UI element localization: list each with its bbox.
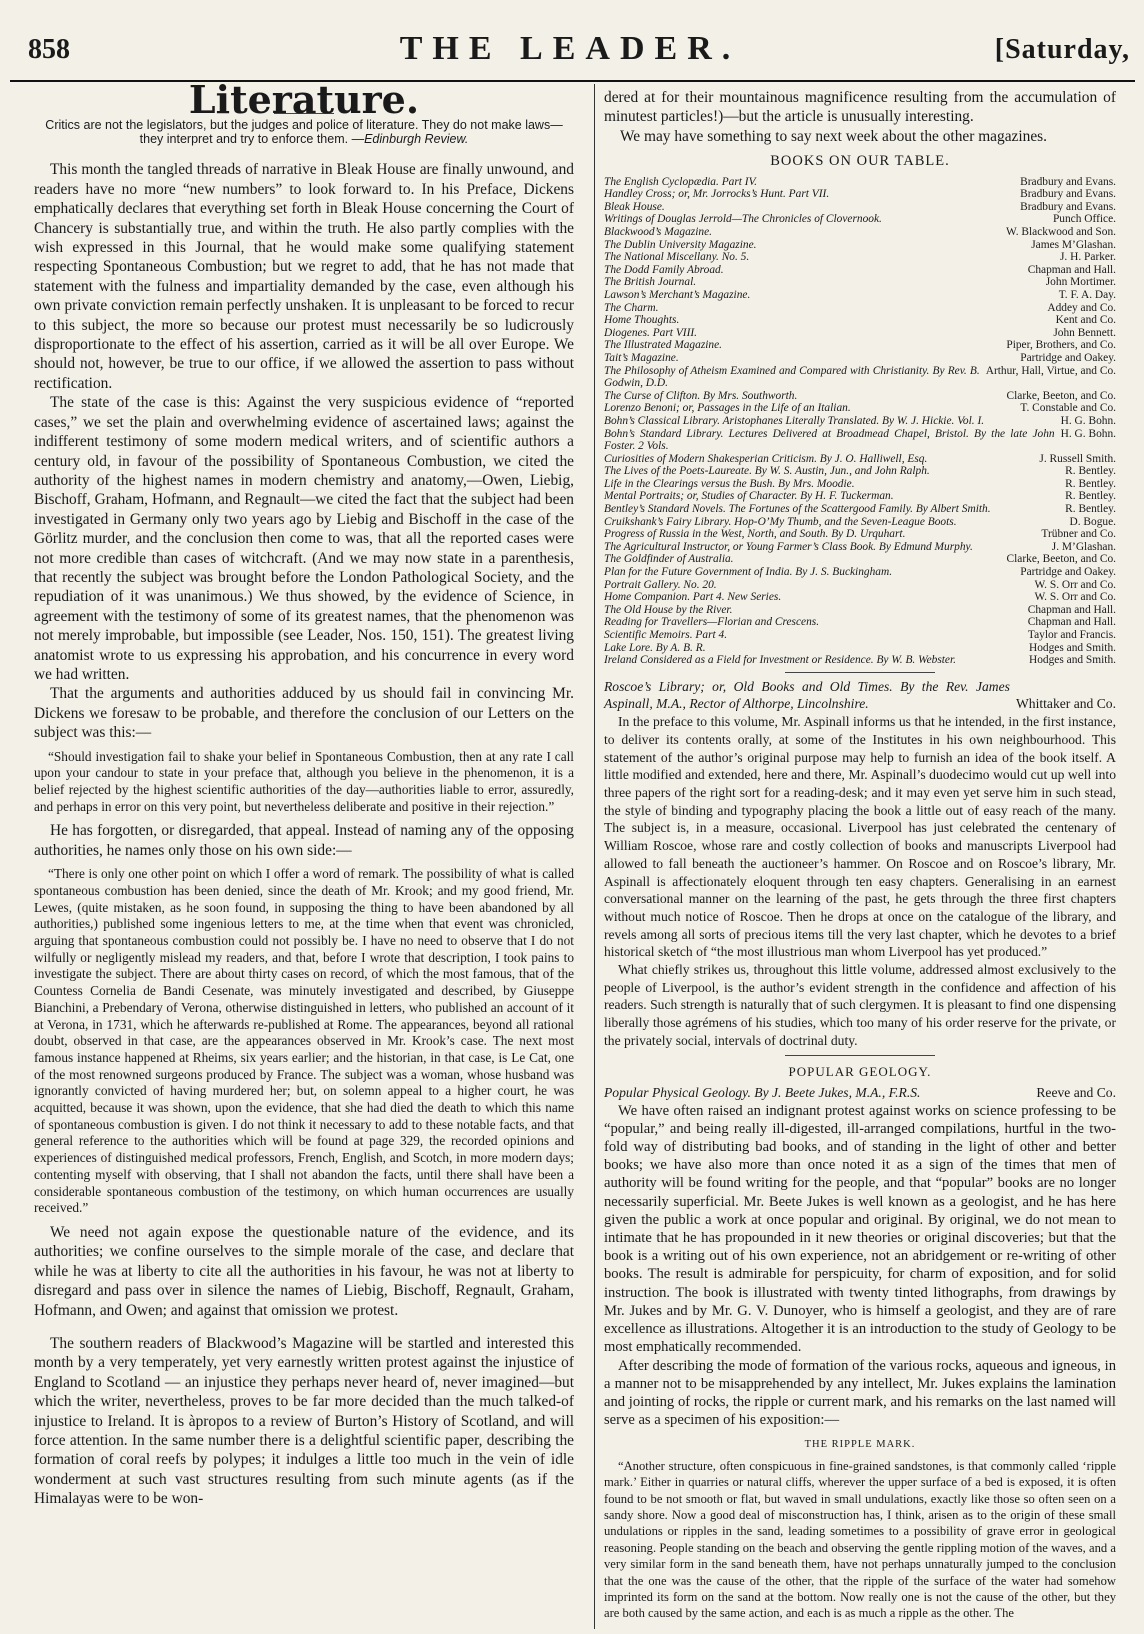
- review-paragraph: What chiefly strikes us, throughout this little volume, addressed almost exclusively to the people of Liverpool, is the author’s evident strength in the confidence and affection of his readers. Such strength is naturally that of such clergymen. It is pleasant to find one dispensing liberally those agrémens of his studies, which too many of his order reserve for the private, or the privately social, intervals of doctrinal duty.: [604, 962, 1116, 1048]
- book-publisher: W. S. Orr and Co.: [1034, 591, 1116, 604]
- book-publisher: Bradbury and Evans.: [1020, 175, 1116, 188]
- book-title: Diogenes. Part VIII.: [604, 326, 697, 339]
- book-entry: [604, 490, 1116, 503]
- book-entry: [604, 390, 1116, 403]
- book-title: The Philosophy of Atheism Examined and Compared with Christianity. By Rev. B. Godwin, D.D.: [604, 364, 980, 390]
- book-publisher: John Mortimer.: [1045, 276, 1116, 289]
- book-title: Tait’s Magazine.: [604, 351, 679, 364]
- book-title: The Agricultural Instructor, or Young Farmer’s Class Book. By Edmund Murphy.: [604, 540, 973, 553]
- book-publisher: H. G. Bohn.: [1060, 427, 1116, 440]
- quote-preface: [34, 866, 574, 1217]
- column-divider: [594, 84, 595, 1629]
- left-column: [34, 77, 574, 1509]
- book-publisher: Clarke, Beeton, and Co.: [1006, 553, 1116, 566]
- book-publisher: Bradbury and Evans.: [1020, 200, 1116, 213]
- quote-text: “There is only one other point on which I offer a word of remark. The possibility of what is called spontaneous combustion has been denied, since the death of Mr. Krook; and my good friend, Mr. Lewes, (quite mistaken, as he soon found, in supposing the thing to have been abandoned by all authorities,) published some ingenious letters to me, at the time when that event was chronicled, arguing that spontaneous combustion could not possibly be. I have no need to observe that I do not wilfully or negligently mislead my readers, and that, before I wrote that description, I took pains to investigate the subject. There are about thirty cases on record, of which the most famous, that of the Countess Cornelia de Bandi Cesenate, was minutely investigated and described, by Giuseppe Bianchini, a Prebendary of Verona, otherwise distinguished in letters, who published an account of it at Verona, in 1731, which he afterwards re-published at Rome. The appearances, beyond all rational doubt, observed in that case, are the appearances observed in Mr. Krook’s case. The next most famous instance happened at Rheims, six years earlier; and the historian, in that case, is Le Cat, one of the most renowned surgeons produced by France. The subject was a woman, whose husband was ignorantly convicted of having murdered her; but, on solemn appeal to a higher court, he was acquitted, because it was shown, upon the evidence, that she had died the death to which this name of spontaneous combustion is given. I do not think it necessary to add to these notable facts, and that general reference to the authorities which will be found at page 329, the recorded opinions and experiences of distinguished medical professors, French, English, and Scotch, in more modern days; contenting myself with observing, that I shall not abandon the facts, until there shall have been a considerable spontaneous combustion of the testimony, on which human occurrences are usually received.”: [34, 866, 574, 1216]
- book-title: The Illustrated Magazine.: [604, 339, 723, 352]
- book-publisher: J. M’Glashan.: [1051, 540, 1116, 553]
- geology-heading: POPULAR GEOLOGY.: [788, 1063, 932, 1079]
- book-title: Cruikshank’s Fairy Library. Hop-O’My Thumb, and the Seven-League Boots.: [604, 515, 957, 528]
- magazines-note: We may have something to say next week about the other magazines.: [620, 127, 1047, 145]
- article-paragraph: The southern readers of Blackwood’s Magazine will be startled and interested this month by a very temperately, yet very earnestly written protest against the injustice of England to Scotland — an injustice they perhaps never heard of, never imagined—but which the writer, nevertheless, proves to be far more decided than the much talked-of injustice to Ireland. It is àpropos to a review of Burton’s History of Scotland, and will force attention. In the same number there is a delightful scientific paper, describing the formation of coral reefs by polypes; it indulges a little too much in the vein of idle wonderment at such vast structures resulting from such minute agents (as if the Himalayas were to be won-: [34, 1335, 574, 1508]
- book-title: Plan for the Future Government of India. By J. S. Buckingham.: [604, 566, 893, 579]
- book-publisher: Hodges and Smith.: [1028, 654, 1116, 667]
- article-paragraph: He has forgotten, or disregarded, that appeal. Instead of naming any of the opposing authorities, he names only those on his own side:—: [34, 822, 574, 859]
- book-publisher: Clarke, Beeton, and Co.: [1006, 389, 1116, 402]
- book-entry: [604, 339, 1116, 352]
- book-title: The Lives of the Poets-Laureate. By W. S. Austin, Jun., and John Ralph.: [604, 465, 930, 478]
- review-paragraph: In the preface to this volume, Mr. Aspinall informs us that he intended, in the first instance, to deliver its contents orally, at some of the Institutes in his own neighbourhood. This statement of the author’s original purpose may help to furnish an idea of the book itself. A little modified and extended, here and there, Mr. Aspinall’s duodecimo would cut up well into three papers of the right sort for a reading-desk; and it may even yet serve him in such stead, the style of binding and typography placing the book a little out of easy reach of the many. The subject is, in a measure, occasional. Liverpool has just celebrated the centenary of William Roscoe, whose rare and costly collection of books and manuscripts Liverpool had allowed to fall beneath the auctioneer’s hammer. On Roscoe and on Roscoe’s library, Mr. Aspinall is affectionately eloquent through ten easy chapters. Generalising in an earnest conversational manner on the learning of the past, he gets through the three first chapters without much notice of Roscoe. Then he drops at once on the catalogue of the library, and revels among all sorts of precious items till the very last chapter, which he devotes to a brief historical sketch of “the most illustrious man whom Liverpool has yet produced.”: [604, 714, 1116, 960]
- book-publisher: Partridge and Oakey.: [1020, 351, 1116, 364]
- book-entry: [604, 566, 1116, 579]
- review-title: Roscoe’s Library; or, Old Books and Old Times. By the Rev. James Aspinall, M.A., Rector of Althorpe, Lincolnshire.: [604, 678, 1010, 712]
- quote-text: “Should investigation fail to shake your belief in Spontaneous Combustion, then at any rate I call upon your candour to state in your preface that, although you believe in the phenomenon, it is a belief rejected by the highest scientific authorities of the day—authorities liable to error, assuredly, and perhaps in error on this very point, but nevertheless deliberate and positive in their rejection.”: [34, 748, 574, 814]
- book-publisher: Bradbury and Evans.: [1020, 188, 1116, 201]
- book-title: Bohn’s Classical Library. Aristophanes Literally Translated. By W. J. Hickie. Vol. I.: [604, 414, 985, 427]
- book-title: Curiosities of Modern Shakesperian Criticism. By J. O. Halliwell, Esq.: [604, 452, 928, 465]
- book-entry: [604, 415, 1116, 428]
- right-column: [604, 88, 1116, 1622]
- book-title: Lake Lore. By A. B. R.: [604, 641, 706, 654]
- book-publisher: Taylor and Francis.: [1027, 629, 1116, 641]
- book-title: The English Cyclopædia. Part IV.: [604, 175, 757, 188]
- book-entry: [604, 553, 1116, 566]
- book-publisher: Partridge and Oakey.: [1020, 566, 1116, 579]
- book-publisher: Arthur, Hall, Virtue, and Co.: [985, 364, 1116, 377]
- book-entry: [604, 314, 1116, 327]
- geology-book-heading: [604, 1084, 1116, 1102]
- book-entry: [604, 629, 1116, 642]
- book-publisher: D. Bogue.: [1069, 515, 1116, 528]
- book-title: The British Journal.: [604, 276, 697, 289]
- book-publisher: T. Constable and Co.: [1020, 402, 1116, 415]
- book-publisher: J. H. Parker.: [1060, 251, 1116, 264]
- book-entry: [604, 188, 1116, 201]
- article-paragraph: This month the tangled threads of narrative in Bleak House are finally unwound, and readers have no more “new numbers” to look forward to. In his Preface, Dickens emphatically declares that everything set forth in Bleak House concerning the Court of Chancery is substantially true, and within the truth. He also partly complies with the wish expressed in this Journal, that he would make some qualifying statement respecting Spontaneous Combustion; but we regret to add, that he has not made that statement with the fulness and impartiality demanded by the case, even although his own private conviction remain perfectly unshaken. It is unpleasant to be forced to recur to this subject, the more so because our protest must necessarily be so ludicrously disproportionate to the effect of his assertion, carried as it will be all over Europe. We should not, however, be true to our office, if we allowed the assertion to pass without rectification.: [34, 161, 574, 392]
- book-entry: [604, 478, 1116, 491]
- book-publisher: R. Bentley.: [1065, 503, 1116, 516]
- book-title: Life in the Clearings versus the Bush. By Mrs. Moodie.: [604, 477, 855, 490]
- book-publisher: Trübner and Co.: [1041, 528, 1116, 541]
- ripple-heading: THE RIPPLE MARK.: [804, 1439, 916, 1451]
- book-title: The Charm.: [604, 301, 659, 314]
- book-title: The Old House by the River.: [604, 603, 733, 616]
- book-publisher: Piper, Brothers, and Co.: [1006, 339, 1116, 352]
- continued-text: dered at for their mountainous magnificence resulting from the accumulation of minutest particles!)—but the article is unusually interesting.: [604, 89, 1116, 126]
- ripple-quote: [604, 1458, 1116, 1622]
- book-entry: [604, 604, 1116, 617]
- book-title: Bleak House.: [604, 200, 665, 213]
- issue-day: [Saturday,: [994, 34, 1130, 65]
- book-title: Bentley’s Standard Novels. The Fortunes of the Scattergood Family. By Albert Smith.: [604, 503, 991, 516]
- section-rule: [785, 672, 935, 673]
- book-entry: [604, 352, 1116, 365]
- book-title: The Curse of Clifton. By Mrs. Southworth.: [604, 389, 798, 402]
- book-title: Home Companion. Part 4. New Series.: [604, 591, 782, 604]
- article-paragraph: That the arguments and authorities adduced by us should fail in convincing Mr. Dickens we foresaw to be probable, and therefore the conclusion of our Letters on the subject was this:—: [34, 685, 574, 742]
- book-title: Scientific Memoirs. Part 4.: [604, 629, 728, 641]
- book-title: Ireland Considered as a Field for Investment or Residence. By W. B. Webster.: [604, 654, 956, 667]
- book-entry: [604, 654, 1116, 667]
- book-entry: [604, 579, 1116, 592]
- review-heading: [604, 678, 1116, 713]
- book-publisher: H. G. Bohn.: [1060, 414, 1116, 427]
- book-title: Progress of Russia in the West, North, and South. By D. Urquhart.: [604, 528, 906, 541]
- book-entry: [604, 428, 1116, 453]
- book-publisher: R. Bentley.: [1065, 465, 1116, 478]
- book-title: Portrait Gallery. No. 20.: [604, 578, 717, 591]
- book-publisher: W. Blackwood and Son.: [1006, 226, 1116, 238]
- book-publisher: T. F. A. Day.: [1058, 288, 1116, 301]
- book-entry: [604, 213, 1116, 226]
- book-entry: [604, 327, 1116, 340]
- book-entry: [604, 302, 1116, 315]
- review-paragraph: We have often raised an indignant protest against works on science professing to be “popular,” and being really ill-digested, ill-arranged compilations, hurtful in the two-fold way of distributing bad books, and of standing in the light of other and better books; we have also more than once noted it as a sign of the times that men of authority will be found writing for the people, and that “popular” books are no longer necessarily superficial. Mr. Beete Jukes is well known as a geologist, and he has here given the public a work at once popular and original. By original, we do not mean to intimate that he has propounded in it new theories or original discoveries; but that the book is a writing out of his own experience, not an abridgement or re-writing of other books. The result is admirable for perspicuity, for charm of exposition, and for solid instruction. The book is illustrated with twenty tinted lithographs, from drawings by Mr. Jukes and by Mr. G. V. Dunoyer, who is himself a geologist, and they are of rare excellence as illustrations. Altogether it is an introduction to the study of Geology to be most emphatically recommended.: [604, 1102, 1116, 1356]
- geology-book-publisher: Reeve and Co.: [1036, 1084, 1116, 1100]
- book-title: Lorenzo Benoni; or, Passages in the Life of an Italian.: [604, 402, 851, 415]
- review-paragraph: After describing the mode of formation of the various rocks, aqueous and igneous, in a manner not to be misapprehended by any intellect, Mr. Jukes explains the lamination and jointing of rocks, the ripple or current mark, and his remarks on the last named will serve as a specimen of his exposition:—: [604, 1357, 1116, 1429]
- book-title: The Dodd Family Abroad.: [604, 263, 724, 276]
- book-entry: [604, 176, 1116, 189]
- motto-text: Critics are not the legislators, but the judges and police of literature. They do not make laws—they interpret and try to enforce them.: [45, 118, 563, 147]
- masthead: THE LEADER.: [399, 30, 741, 67]
- book-title: Reading for Travellers—Florian and Crescens.: [604, 616, 820, 629]
- review-publisher: Whittaker and Co.: [1015, 696, 1116, 712]
- books-heading: BOOKS ON OUR TABLE.: [770, 153, 950, 170]
- book-title: Lawson’s Merchant’s Magazine.: [604, 288, 751, 301]
- book-publisher: Chapman and Hall.: [1027, 263, 1116, 276]
- book-publisher: Chapman and Hall.: [1027, 616, 1116, 629]
- review-geology: [604, 1102, 1116, 1430]
- page-header: [10, 30, 1130, 80]
- book-publisher: J. Russell Smith.: [1039, 452, 1116, 465]
- book-title: The Goldfinder of Australia.: [604, 553, 734, 566]
- book-publisher: Chapman and Hall.: [1027, 603, 1116, 616]
- book-publisher: Kent and Co.: [1055, 314, 1116, 327]
- book-title: Mental Portraits; or, Studies of Character. By H. F. Tuckerman.: [604, 490, 894, 503]
- quote-text: “Another structure, often conspicuous in fine-grained sandstones, is that commonly called ‘ripple mark.’ Either in quarries or natural cliffs, wherever the upper surface of a bed is exposed, it is often found to be not smooth or flat, but waved in small undulations, exactly like those so often seen on a sandy shore. Now a good deal of misconstruction has, I think, arisen as to the origin of these small undulations or ripples in the sand, leading sometimes to a possibility of grave error in geological reasoning. People standing on the beach and observing the gentle rippling motion of the waves, and a very similar form in the sand beneath them, have not perhaps unnaturally jumped to the conclusion that the one was the cause of the other, that the ripple of the surface of the water had somehow imprinted its form on the sand at the bottom. Now really one is not the cause of the other, but they are both caused by the same action, and each is as much a ripple as the other. The: [604, 1458, 1116, 1621]
- book-entry: [604, 276, 1116, 289]
- book-title: Handley Cross; or, Mr. Jorrocks’s Hunt. Part VII.: [604, 188, 830, 201]
- book-entry: [604, 465, 1116, 478]
- book-entry: [604, 616, 1116, 629]
- book-entry: [604, 453, 1116, 466]
- books-list: [604, 176, 1116, 667]
- book-publisher: Punch Office.: [1052, 213, 1116, 226]
- book-entry: [604, 402, 1116, 415]
- book-publisher: R. Bentley.: [1065, 490, 1116, 503]
- book-publisher: Addey and Co.: [1047, 301, 1116, 314]
- book-publisher: James M’Glashan.: [1031, 238, 1116, 251]
- book-entry: [604, 591, 1116, 604]
- motto: [34, 118, 574, 146]
- page-number: 858: [28, 34, 70, 65]
- book-entry: [604, 251, 1116, 264]
- book-title: The Dublin University Magazine.: [604, 238, 757, 251]
- book-entry: [604, 503, 1116, 516]
- book-title: Home Thoughts.: [604, 314, 680, 327]
- geology-book-title: Popular Physical Geology. By J. Beete Jukes, M.A., F.R.S.: [604, 1084, 921, 1100]
- book-entry: [604, 239, 1116, 252]
- book-publisher: R. Bentley.: [1065, 477, 1116, 490]
- book-entry: [604, 201, 1116, 214]
- book-entry: [604, 365, 1116, 390]
- book-title: The National Miscellany. No. 5.: [604, 251, 750, 264]
- quote-letter: [34, 749, 574, 816]
- book-entry: [604, 516, 1116, 529]
- motto-source: —Edinburgh Review.: [351, 132, 469, 147]
- article-paragraph: We need not again expose the questionable nature of the evidence, and its authorities; we confine ourselves to the simple morale of the case, and declare that while he was at liberty to cite all the authorities in his favour, he was not at liberty to disregard and pass over in silence the names of Liebig, Bischoff, Regnault, Graham, Hofmann, and Owen; and against that omission we protest.: [34, 1223, 574, 1319]
- section-rule: [785, 1055, 935, 1056]
- book-publisher: Hodges and Smith.: [1028, 641, 1116, 654]
- review-roscoe: [604, 713, 1116, 1049]
- header-rule: [10, 80, 1135, 82]
- book-title: Bohn’s Standard Library. Lectures Delivered at Broadmead Chapel, Bristol. By the late John Foster. 2 Vols.: [604, 427, 1055, 453]
- book-title: Writings of Douglas Jerrold—The Chronicles of Clovernook.: [604, 213, 882, 226]
- book-entry: [604, 264, 1116, 277]
- book-title: Blackwood’s Magazine.: [604, 226, 712, 238]
- book-entry: [604, 226, 1116, 239]
- section-title: Literature.: [188, 77, 420, 122]
- book-entry: [604, 541, 1116, 554]
- article-paragraph: The state of the case is this: Against the very suspicious evidence of “reported cases,” we set the plain and overwhelming evidence of ascertained laws; against the indifferent testimony of some modern medical writers, and of scientific authors a century old, in favour of the possibility of Spontaneous Combustion, we cited the authority of the highest names in modern chemistry and anatomy,—Owen, Liebig, Bischoff, Graham, Hofmann, and Regnault—we cited the fact that the subject had been investigated in Germany only two years ago by Liebig and Bischoff in the case of the Görlitz murder, and the conclusion then come to was, that all the reported cases were not more credible than cases of witchcraft. (And we may now state in a parenthesis, that recently the subject was brought before the London Pathological Society, and the repudiation of it was unanimous.) We thus showed, by the evidence of Science, in agreement with the testimony of some of its greatest names, that the phenomenon was not merely improbable, but impossible (see Leader, Nos. 150, 151). The greatest living anatomist wrote to us expressing his approbation, and his concurrence in every word we had written.: [34, 394, 574, 683]
- book-entry: [604, 289, 1116, 302]
- book-publisher: W. S. Orr and Co.: [1034, 578, 1116, 591]
- book-entry: [604, 642, 1116, 655]
- book-publisher: John Bennett.: [1053, 326, 1116, 339]
- book-entry: [604, 528, 1116, 541]
